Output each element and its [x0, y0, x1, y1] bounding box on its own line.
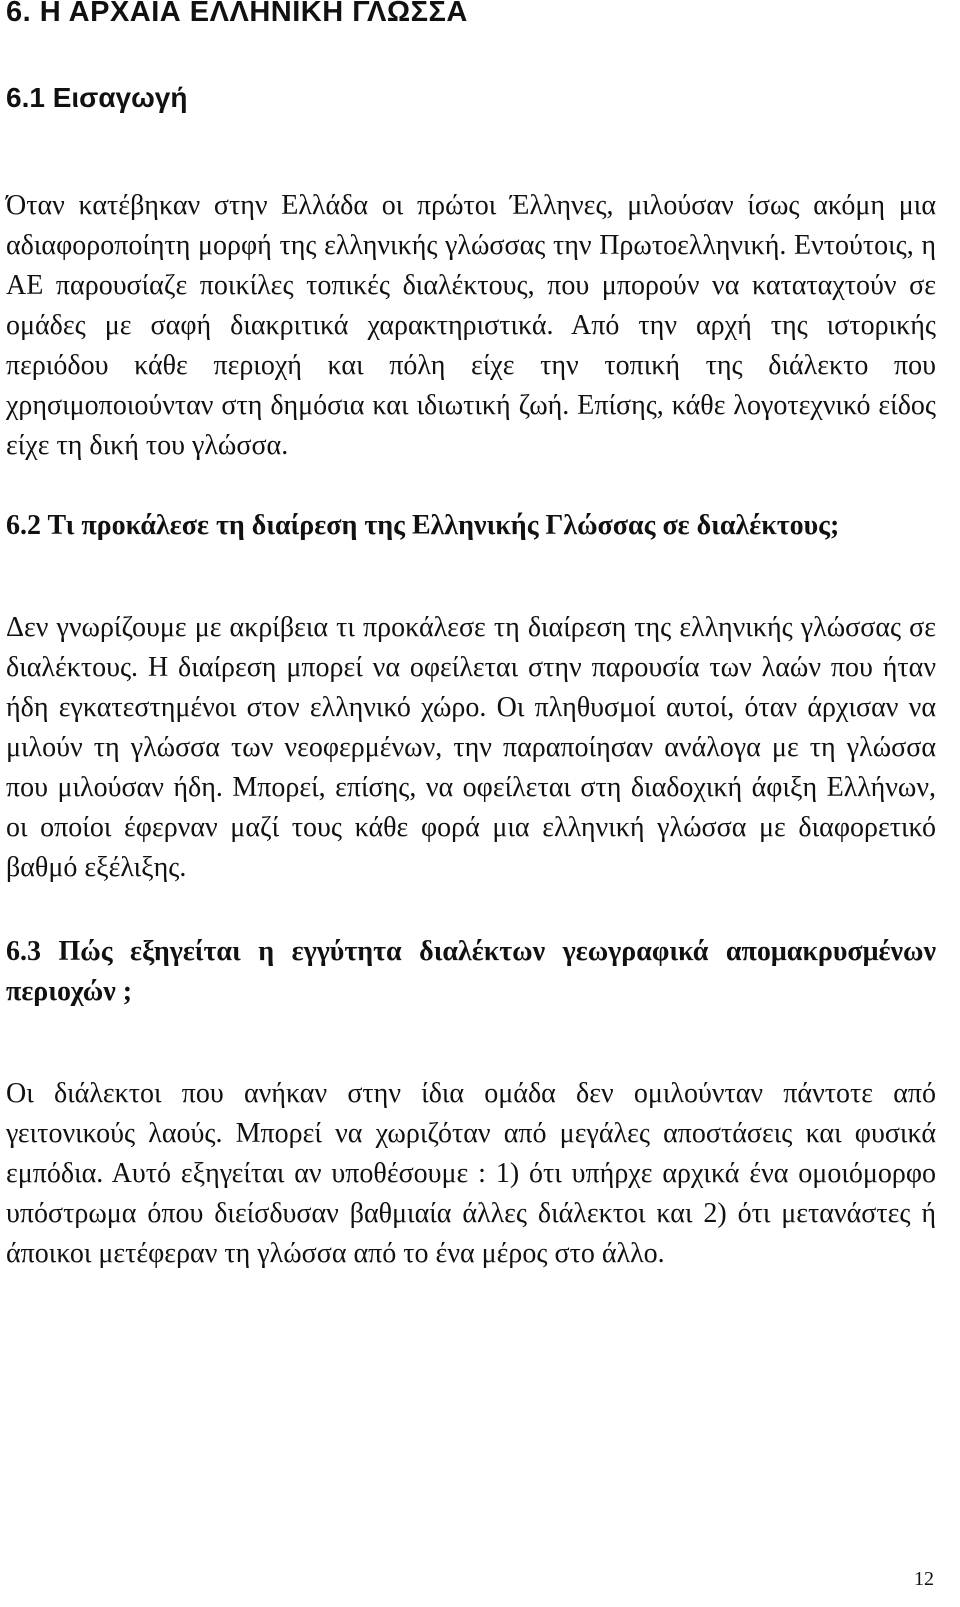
section-paragraph-dialect-division: Δεν γνωρίζουμε με ακρίβεια τι προκάλεσε τη διαίρεση της ελληνικής γλώσσας σε διαλέκτους. Η διαίρεση μπορεί να οφείλεται στην παρουσία των λαών που ήταν ήδη εγκατεστημένοι στον ελληνικό χώρο. Οι πληθυσμοί αυτοί, όταν άρχισαν να μιλούν τη γλώσσα των νεοφερμένων, την παραποίησαν ανάλογα με τη γλώσσα που μιλούσαν ήδη. Μπορεί, επίσης, να οφείλεται στη διαδοχική άφιξη Ελλήνων, οι οποίοι έφερναν μαζί τους κάθε φορά μια ελληνική γλώσσα με διαφορετικό βαθμό εξέλιξης.: [6, 612, 936, 883]
section-heading-intro: 6.1 Εισαγωγή: [6, 82, 188, 113]
page-number: 12: [914, 1568, 934, 1590]
section-heading-dialect-division: 6.2 Τι προκάλεσε τη διαίρεση της Ελληνικής Γλώσσας σε διαλέκτους;: [6, 510, 840, 541]
section-heading-dialect-proximity: 6.3 Πώς εξηγείται η εγγύτητα διαλέκτων γεωγραφικά απομακρυσμένων περιοχών ;: [6, 936, 936, 1007]
section-paragraph-intro: Όταν κατέβηκαν στην Ελλάδα οι πρώτοι Έλληνες, μιλούσαν ίσως ακόμη μια αδιαφοροποίητη μορφή της ελληνικής γλώσσας την Πρωτοελληνική. Εντούτοις, η ΑΕ παρουσίαζε ποικίλες τοπικές διαλέκτους, που μπορούν να καταταχτούν σε ομάδες με σαφή διακριτικά χαρακτηριστικά. Από την αρχή της ιστορικής περιόδου κάθε περιοχή και πόλη είχε την τοπική της διάλεκτο που χρησιμοποιούνταν στη δημόσια και ιδιωτική ζωή. Επίσης, κάθε λογοτεχνικό είδος είχε τη δική του γλώσσα.: [6, 190, 936, 461]
section-paragraph-dialect-proximity: Οι διάλεκτοι που ανήκαν στην ίδια ομάδα δεν ομιλούνταν πάντοτε από γειτονικούς λαούς. Μπορεί να χωριζόταν από μεγάλες αποστάσεις και φυσικά εμπόδια. Αυτό εξηγείται αν υποθέσουμε : 1) ότι υπήρχε αρχικά ένα ομοιόμορφο υπόστρωμα όπου διείσδυσαν βαθμιαία άλλες διάλεκτοι και 2) ότι μετανάστες ή άποικοι μετέφεραν τη γλώσσα από το ένα μέρος στο άλλο.: [6, 1078, 936, 1269]
chapter-title: 6. Η ΑΡΧΑΙΑ ΕΛΛΗΝΙΚΗ ΓΛΩΣΣΑ: [6, 0, 468, 28]
document-page: [6, 0, 936, 1274]
